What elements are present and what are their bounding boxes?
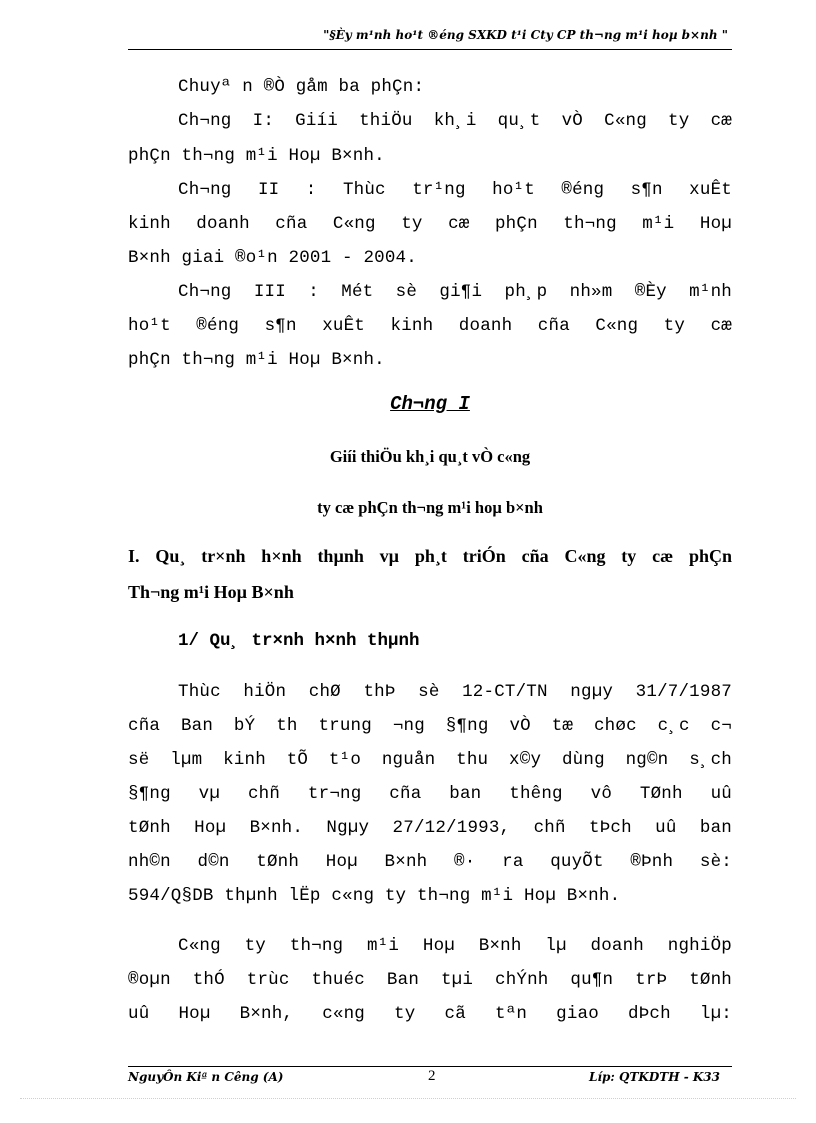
footer-author: NguyÔn Kiª n Cêng (A) [128, 1070, 284, 1084]
page-edge-divider [20, 1098, 796, 1099]
chapter2-line2: kinh doanh cña C«ng ty cæ phÇn th¬ng m¹i Hoµ [128, 214, 732, 234]
section-heading-line2: Th¬ng m¹i Hoµ B×nh [128, 582, 294, 602]
paragraph1-line5: tØnh Hoµ B×nh. Ngµy 27/12/1993, chñ tÞch uû ban [128, 818, 732, 838]
chapter-subtitle-line1: Giíi thiÖu kh¸i qu¸t vÒ c«ng [329, 447, 531, 466]
chapter2-line3: B×nh giai ®o¹n 2001 - 2004. [128, 248, 417, 268]
paragraph1-line2: cña Ban bÝ th trung ¬ng §¶ng vÒ tæ chøc c¸c c¬ [128, 716, 732, 736]
section-heading-line1: I. Qu¸ tr×nh h×nh thµnh vµ ph¸t triÓn cña C«ng ty cæ phÇn [128, 546, 732, 566]
paragraph1-line7: 594/Q§DB thµnh lËp c«ng ty th¬ng m¹i Hoµ B×nh. [128, 886, 621, 906]
header-rule [128, 49, 732, 50]
chapter-subtitle-line2: ty cæ phÇn th¬ng m¹i hoµ b×nh [317, 498, 543, 517]
paragraph1-line1: Thùc hiÖn chØ thÞ sè 12-CT/TN ngµy 31/7/1987 [178, 682, 732, 702]
paragraph2-line3: uû Hoµ B×nh, c«ng ty cã tªn giao dÞch lµ: [128, 1004, 732, 1024]
page-number: 2 [428, 1068, 436, 1084]
chapter-title: Ch¬ng I [390, 393, 470, 415]
paragraph2-line2: ®oµn thÓ trùc thuéc Ban tµi chÝnh qu¶n trÞ tØnh [128, 970, 732, 990]
paragraph1-line6: nh©n d©n tØnh Hoµ B×nh ®· ra quyÕt ®Þnh sè: [128, 852, 732, 872]
chapter2-line1: Ch¬ng II : Thùc tr¹ng ho¹t ®éng s¶n xuÊt [178, 180, 732, 200]
intro-lead: Chuyª n ®Ò gåm ba phÇn: [178, 77, 425, 97]
chapter3-line1: Ch¬ng III : Mét sè gi¶i ph¸p nh»m ®Èy m¹nh [178, 282, 732, 302]
subsection-heading: 1/ Qu¸ tr×nh h×nh thµnh [178, 631, 420, 651]
running-header: "§Èy m¹nh ho¹t ®éng SXKD t¹i Cty CP th¬ng m¹i hoµ b×nh " [323, 28, 728, 42]
footer-class: Líp: QTKDTH - K33 [589, 1070, 720, 1084]
chapter3-line2: ho¹t ®éng s¶n xuÊt kinh doanh cña C«ng ty cæ [128, 316, 732, 336]
chapter1-line2: phÇn th¬ng m¹i Hoµ B×nh. [128, 146, 385, 166]
chapter1-line1: Ch¬ng I: Giíi thiÖu kh¸i qu¸t vÒ C«ng ty cæ [178, 111, 732, 131]
footer-rule [128, 1066, 732, 1067]
paragraph1-line4: §¶ng vµ chñ tr¬ng cña ban thêng vô TØnh uû [128, 784, 732, 804]
paragraph2-line1: C«ng ty th¬ng m¹i Hoµ B×nh lµ doanh nghiÖp [178, 936, 732, 956]
paragraph1-line3: së lµm kinh tÕ t¹o nguån thu x©y dùng ng©n s¸ch [128, 750, 732, 770]
chapter3-line3: phÇn th¬ng m¹i Hoµ B×nh. [128, 350, 385, 370]
